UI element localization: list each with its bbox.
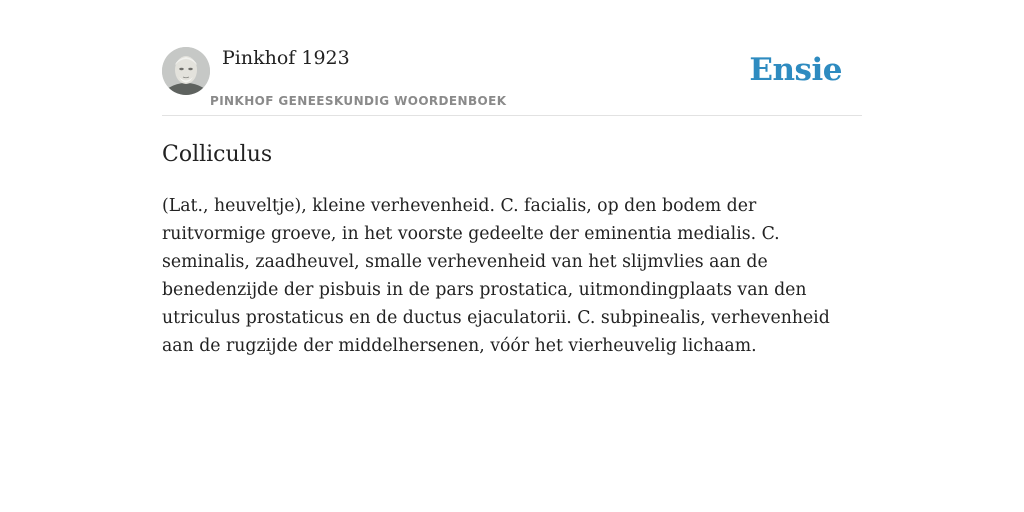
header <box>162 0 862 116</box>
entry-definition: (Lat., heuveltje), kleine verhevenheid. C. facialis, op den bodem der ruitvormige groeve, in het voorste gedeelte der eminentia medialis. C. seminalis, zaadheuvel, smalle verhevenheid van het slijmvlies aan de benedenzijde der pisbuis in de pars prostatica, uitmondingplaats van den utriculus prostaticus en de ductus ejaculatorii. C. subpinealis, verhevenheid aan de rugzijde der middelhersenen, vóór het vierheuvelig lichaam. <box>162 196 830 356</box>
ensie-logo[interactable]: Ensie <box>749 52 842 88</box>
author-avatar[interactable] <box>162 47 210 95</box>
dictionary-name[interactable]: PINKHOF GENEESKUNDIG WOORDENBOEK <box>210 94 507 108</box>
author-name[interactable]: Pinkhof 1923 <box>222 47 350 69</box>
entry-term: Colliculus <box>162 142 273 167</box>
content-container <box>162 0 862 356</box>
author-portrait-icon <box>162 47 210 95</box>
